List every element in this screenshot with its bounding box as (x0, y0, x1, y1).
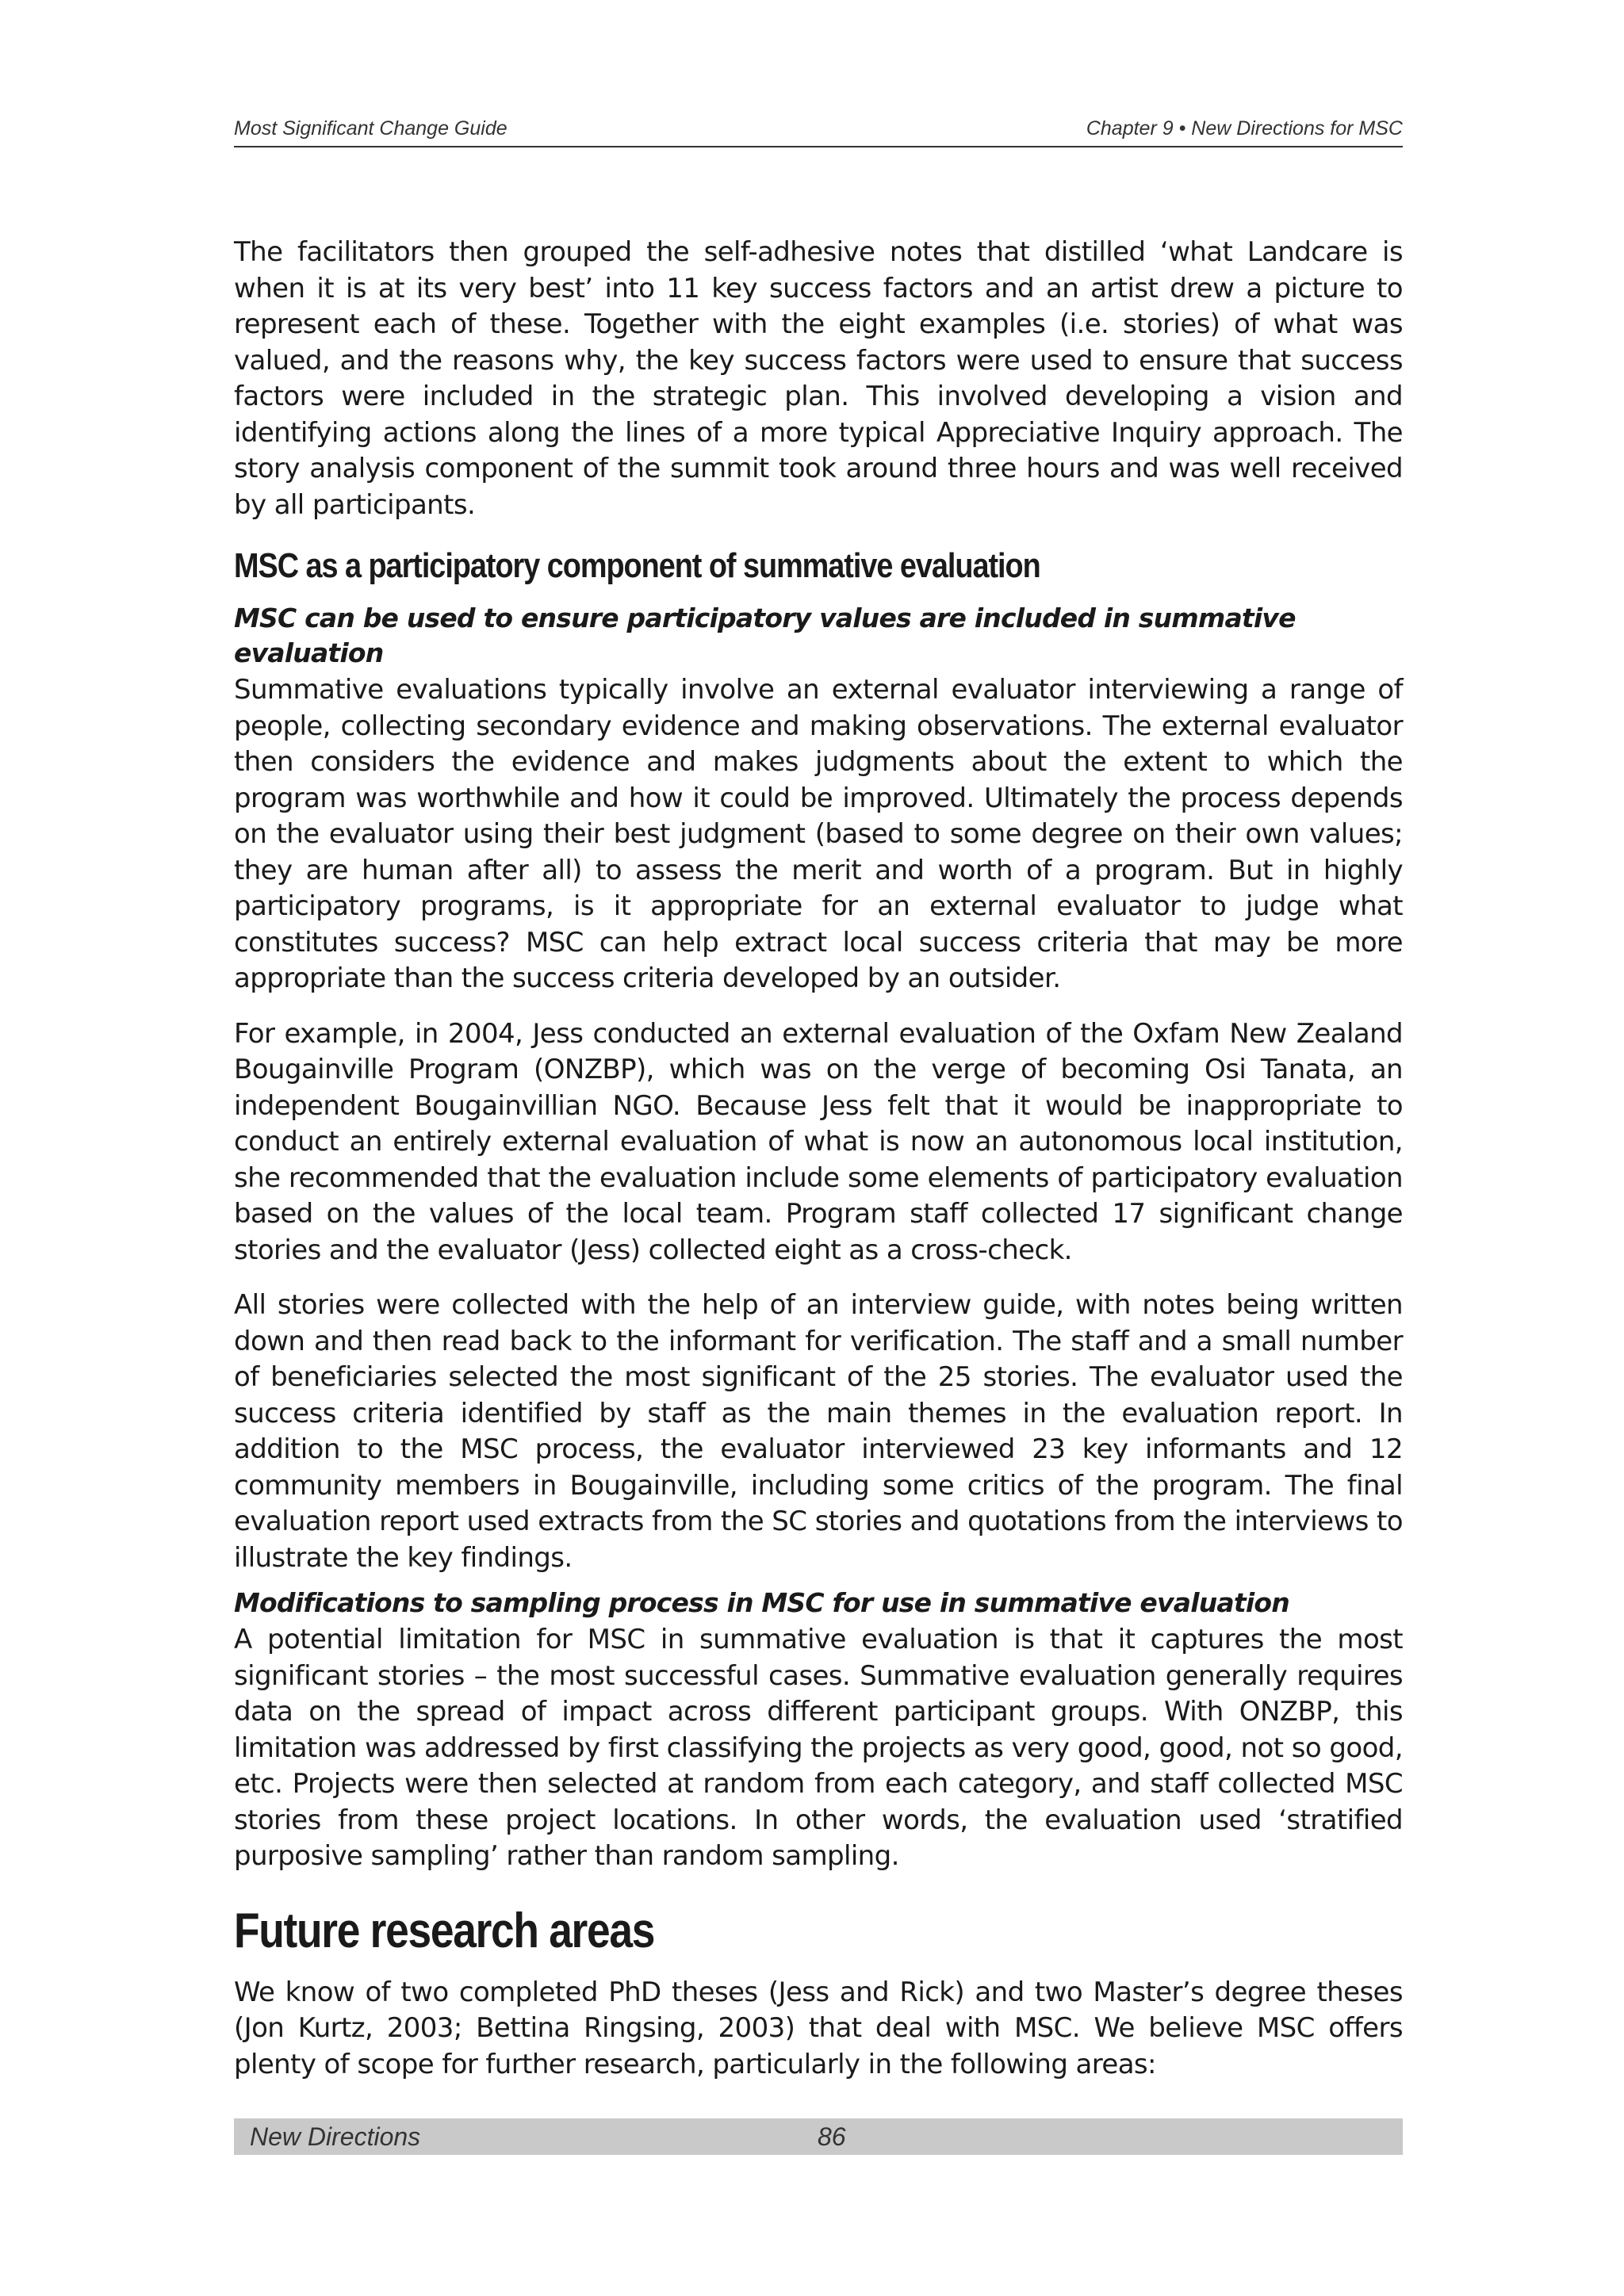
subheading-sampling-modifications: Modifications to sampling process in MSC for use in summative evaluation (234, 1587, 1289, 1618)
paragraph-future-research: We know of two completed PhD theses (Jess and Rick) and two Master’s degree theses (Jon Kurtz, 2003; Bettina Ringsing, 2003) that deal with MSC. We believe MSC offers plenty of scope for further research, particularly in the following areas: (234, 1976, 1403, 2080)
footer-section-name: New Directions (250, 2122, 421, 2151)
section-heading-msc-summative: MSC as a participatory component of summative evaluation (234, 546, 1040, 585)
section-heading-future-research: Future research areas (234, 1903, 655, 1958)
intro-paragraph: The facilitators then grouped the self-adhesive notes that distilled ‘what Landcare is when it is at its very best’ into 11 key success factors and an artist drew a picture to represent each of these. Together with the eight examples (i.e. stories) of what was valued, and the reasons why, the key success factors were used to ensure that success factors were included in the strategic plan. This involved developing a vision and identifying actions along the lines of a more typical Appreciative Inquiry approach. The story analysis component of the summit took around three hours and was well received by all participants. (234, 236, 1403, 521)
paragraph-summative-evaluations: Summative evaluations typically involve an external evaluator interviewing a range of people, collecting secondary evidence and making observations. The external evaluator then considers the evidence and makes judgments about the extent to which the program was worthwhile and how it could be improved. Ultimately the process depends on the evaluator using their best judgment (based to some degree on their own values; they are human after all) to assess the merit and worth of a program. But in highly participatory programs, is it appropriate for an external evaluator to judge what constitutes success? MSC can help extract local success criteria that may be more appropriate than the success criteria developed by an outsider. (234, 674, 1403, 994)
paragraph-oxfam-example: For example, in 2004, Jess conducted an external evaluation of the Oxfam New Zealand Bougainville Program (ONZBP), which was on the verge of becoming Osi Tanata, an independent Bougainvillian NGO. Because Jess felt that it would be inappropriate to conduct an entirely external evaluation of what is now an autonomous local institution, she recommended that the evaluation include some elements of participatory evaluation based on the values of the local team. Program staff collected 17 significant change stories and the evaluator (Jess) collected eight as a cross-check. (234, 1017, 1403, 1266)
footer-bar (234, 2118, 1403, 2155)
running-header (234, 117, 1403, 147)
subheading-participatory-values: MSC can be used to ensure participatory values are included in summative evaluation (234, 603, 1296, 668)
header-guide-title: Most Significant Change Guide (234, 117, 508, 140)
document-page (234, 0, 1403, 2296)
paragraph-sampling-limitation: A potential limitation for MSC in summative evaluation is that it captures the most significant stories – the most successful cases. Summative evaluation generally requires data on the spread of impact across different participant groups. With ONZBP, this limitation was addressed by first classifying the projects as very good, good, not so good, etc. Projects were then selected at random from each category, and staff collected MSC stories from these project locations. In other words, the evaluation used ‘stratified purposive sampling’ rather than random sampling. (234, 1624, 1403, 1872)
paragraph-story-collection: All stories were collected with the help of an interview guide, with notes being written down and then read back to the informant for verification. The staff and a small number of beneficiaries selected the most significant of the 25 stories. The evaluator used the success criteria identified by staff as the main themes in the evaluation report. In addition to the MSC process, the evaluator interviewed 23 key informants and 12 community members in Bougainville, including some critics of the program. The final evaluation report used extracts from the SC stories and quotations from the interviews to illustrate the key findings. (234, 1289, 1403, 1574)
page-content (234, 235, 1403, 2102)
header-chapter-title: Chapter 9 • New Directions for MSC (1086, 117, 1403, 140)
page-number: 86 (818, 2122, 846, 2151)
